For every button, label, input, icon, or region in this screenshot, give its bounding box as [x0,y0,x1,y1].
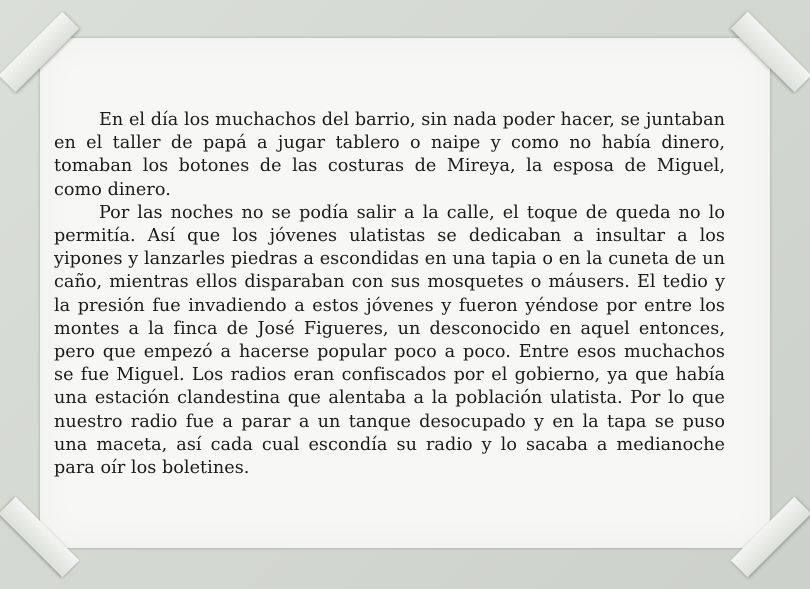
document-page [40,38,770,548]
paragraph-1: En el día los muchachos del barrio, sin nada poder hacer, se juntaban en el taller de papá a jugar tablero o naipe y como no había dinero, tomaban los botones de las costuras de Mireya, la esposa de Miguel, como dinero. [54,110,725,200]
document-body [54,109,725,480]
paragraph-2: Por las noches no se podía salir a la calle, el toque de queda no lo permitía. Así que los jóvenes ulatistas se dedicaban a insultar a los yipones y lanzarles piedras a escondidas en una tapia o en la cuneta de un caño, mientras ellos disparaban con sus mosquetes o máusers. El tedio y la presión fue invadiendo a estos jóvenes y fueron yéndose por entre los montes a la finca de José Figueres, un desconocido en aquel entonces, pero que empezó a hacerse popular poco a poco. Entre esos muchachos se fue Miguel. Los radios eran confiscados por el gobierno, ya que había una estación clandestina que alentaba a la población ulatista. Por lo que nuestro radio fue a parar a un tanque desocupado y en la tapa se puso una maceta, así cada cual escondía su radio y lo sacaba a medianoche para oír los boletines. [54,202,725,479]
